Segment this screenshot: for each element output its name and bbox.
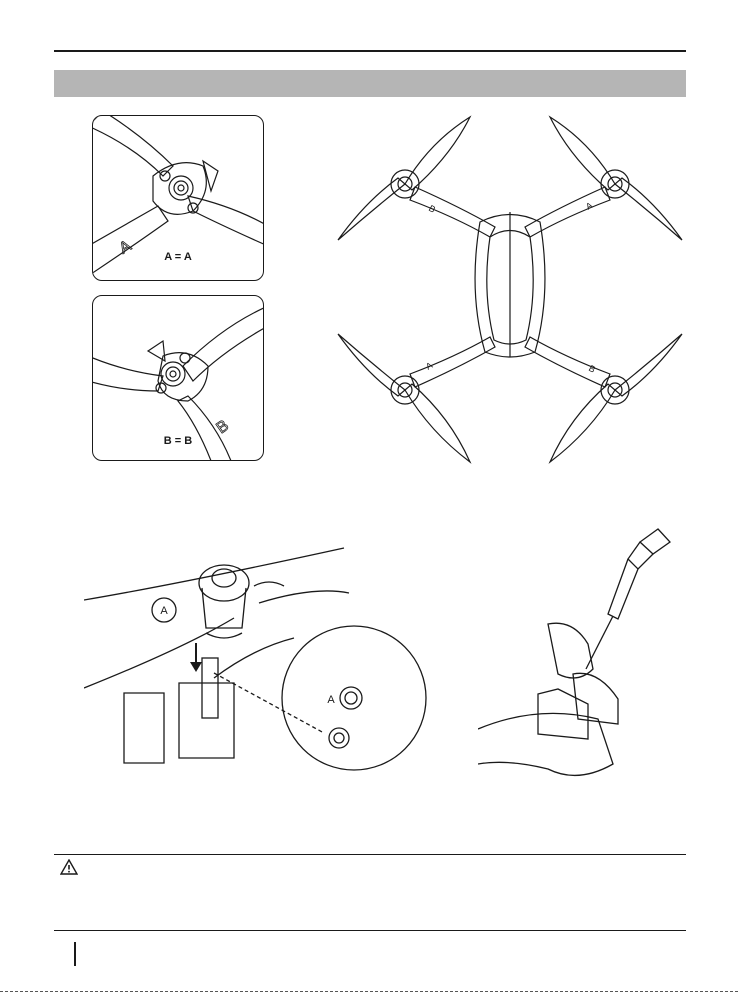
inset-label-a: A = A	[164, 251, 192, 263]
detail-letter-2: A	[327, 694, 335, 706]
header-rule	[54, 50, 686, 52]
drone-arm-letter-2: A	[584, 200, 595, 212]
detail-letter-1: A	[160, 605, 168, 617]
drone-arm-letter-4: B	[587, 363, 598, 375]
page-trim-line	[0, 991, 738, 992]
down-arrow-icon	[190, 643, 202, 672]
section-header-bar	[54, 70, 686, 97]
warning-rule	[54, 854, 686, 855]
propeller-inset-b	[92, 295, 264, 461]
propeller-inset-a	[92, 115, 264, 281]
inset-label-b: B = B	[163, 435, 193, 447]
warning-triangle-icon	[60, 859, 78, 875]
footer-rule	[54, 930, 686, 931]
drone-top-view	[330, 112, 690, 468]
drone-arm-letter-3: A	[424, 360, 435, 372]
screwdriver-detail	[478, 524, 678, 794]
arm-letter-a: A	[116, 237, 135, 258]
page-number-marker	[74, 942, 76, 966]
drone-arm-letter-1: B	[427, 203, 438, 215]
arm-letter-b: B	[213, 417, 233, 438]
propeller-mounting-detail	[84, 538, 444, 788]
